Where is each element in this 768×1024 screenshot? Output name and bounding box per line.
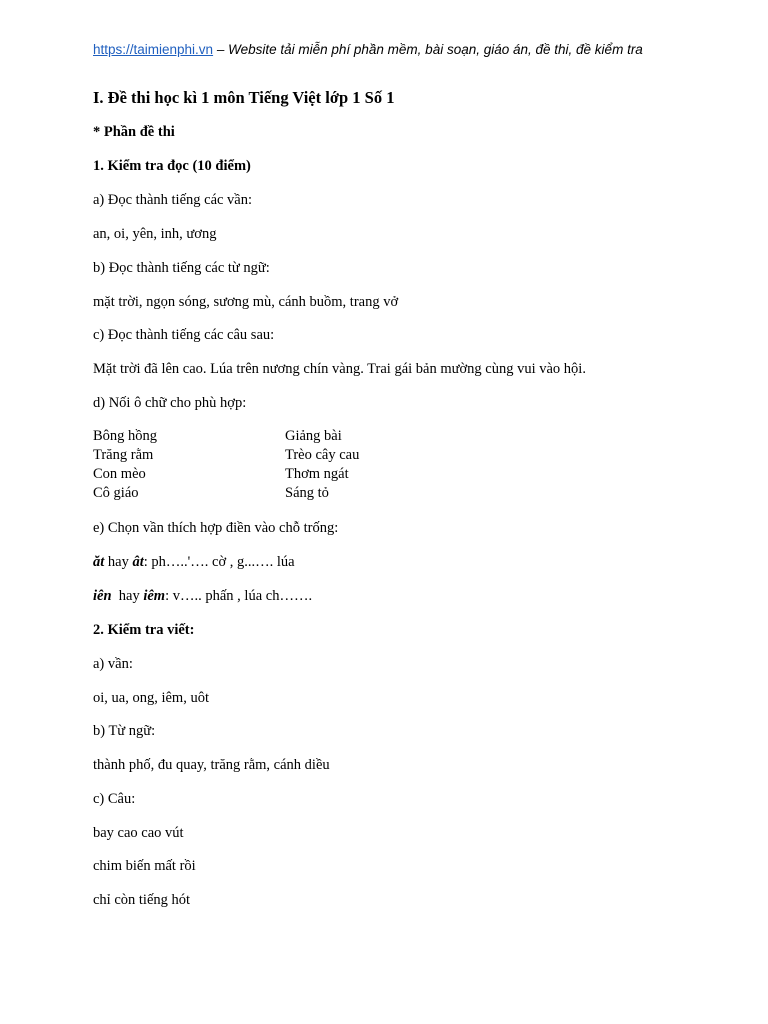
reading-d-label: d) Nối ô chữ cho phù hợp: bbox=[93, 395, 247, 411]
writing-a-label: a) vần: bbox=[93, 656, 133, 672]
writing-b-label: b) Từ ngữ: bbox=[93, 723, 156, 739]
reading-b-content: mặt trời, ngọn sóng, sương mù, cánh buồm, trang vở bbox=[93, 294, 399, 310]
writing-b-content: thành phố, đu quay, trăng rằm, cánh diều bbox=[93, 757, 330, 773]
writing-c-line: chim biến mất rồi bbox=[93, 858, 196, 874]
rhyme-option: iêm bbox=[143, 588, 166, 604]
blank-text: : ph…..'…. cờ , g...…. lúa bbox=[143, 554, 295, 570]
part2-heading: 2. Kiểm tra viết: bbox=[93, 622, 195, 638]
match-left-cell: Cô giáo bbox=[93, 485, 139, 501]
match-right-cell: Thơm ngát bbox=[285, 466, 349, 482]
connector-text: hay bbox=[104, 554, 133, 570]
writing-c-line: chỉ còn tiếng hót bbox=[93, 892, 191, 908]
header-tagline: – Website tải miễn phí phần mềm, bài soạn, giáo án, đề thi, đề kiểm tra bbox=[213, 42, 643, 57]
writing-c-line: bay cao cao vút bbox=[93, 825, 184, 841]
rhyme-option: ât bbox=[132, 554, 144, 570]
part1-heading: 1. Kiểm tra đọc (10 điểm) bbox=[93, 158, 251, 174]
match-left-cell: Con mèo bbox=[93, 466, 146, 482]
reading-c-label: c) Đọc thành tiếng các câu sau: bbox=[93, 327, 275, 343]
blank-text: : v….. phấn , lúa ch……. bbox=[165, 588, 313, 604]
match-right-cell: Giảng bài bbox=[285, 428, 342, 444]
match-left-cell: Trăng rằm bbox=[93, 447, 154, 463]
rhyme-option: iên bbox=[93, 588, 112, 604]
fill-blank-line-1 bbox=[93, 553, 295, 571]
match-left-cell: Bông hồng bbox=[93, 428, 158, 444]
match-right-cell: Trèo cây cau bbox=[285, 447, 360, 463]
reading-e-label: e) Chọn vần thích hợp điền vào chỗ trống: bbox=[93, 520, 339, 536]
page-header bbox=[93, 42, 643, 57]
document-title: I. Đề thi học kì 1 môn Tiếng Việt lớp 1 Số 1 bbox=[93, 88, 395, 107]
rhyme-option: ăt bbox=[93, 554, 105, 570]
writing-a-content: oi, ua, ong, iêm, uôt bbox=[93, 690, 209, 706]
writing-c-label: c) Câu: bbox=[93, 791, 136, 807]
section-heading: * Phần đề thi bbox=[93, 124, 175, 140]
connector-text: hay bbox=[111, 588, 144, 604]
website-link[interactable]: https://taimienphi.vn bbox=[93, 42, 214, 57]
reading-c-content: Mặt trời đã lên cao. Lúa trên nương chín vàng. Trai gái bản mường cùng vui vào hội. bbox=[93, 361, 586, 377]
reading-b-label: b) Đọc thành tiếng các từ ngữ: bbox=[93, 260, 270, 276]
match-right-cell: Sáng tỏ bbox=[285, 485, 329, 501]
fill-blank-line-2 bbox=[93, 587, 312, 605]
reading-a-content: an, oi, yên, inh, ương bbox=[93, 226, 217, 242]
reading-a-label: a) Đọc thành tiếng các vần: bbox=[93, 192, 253, 208]
